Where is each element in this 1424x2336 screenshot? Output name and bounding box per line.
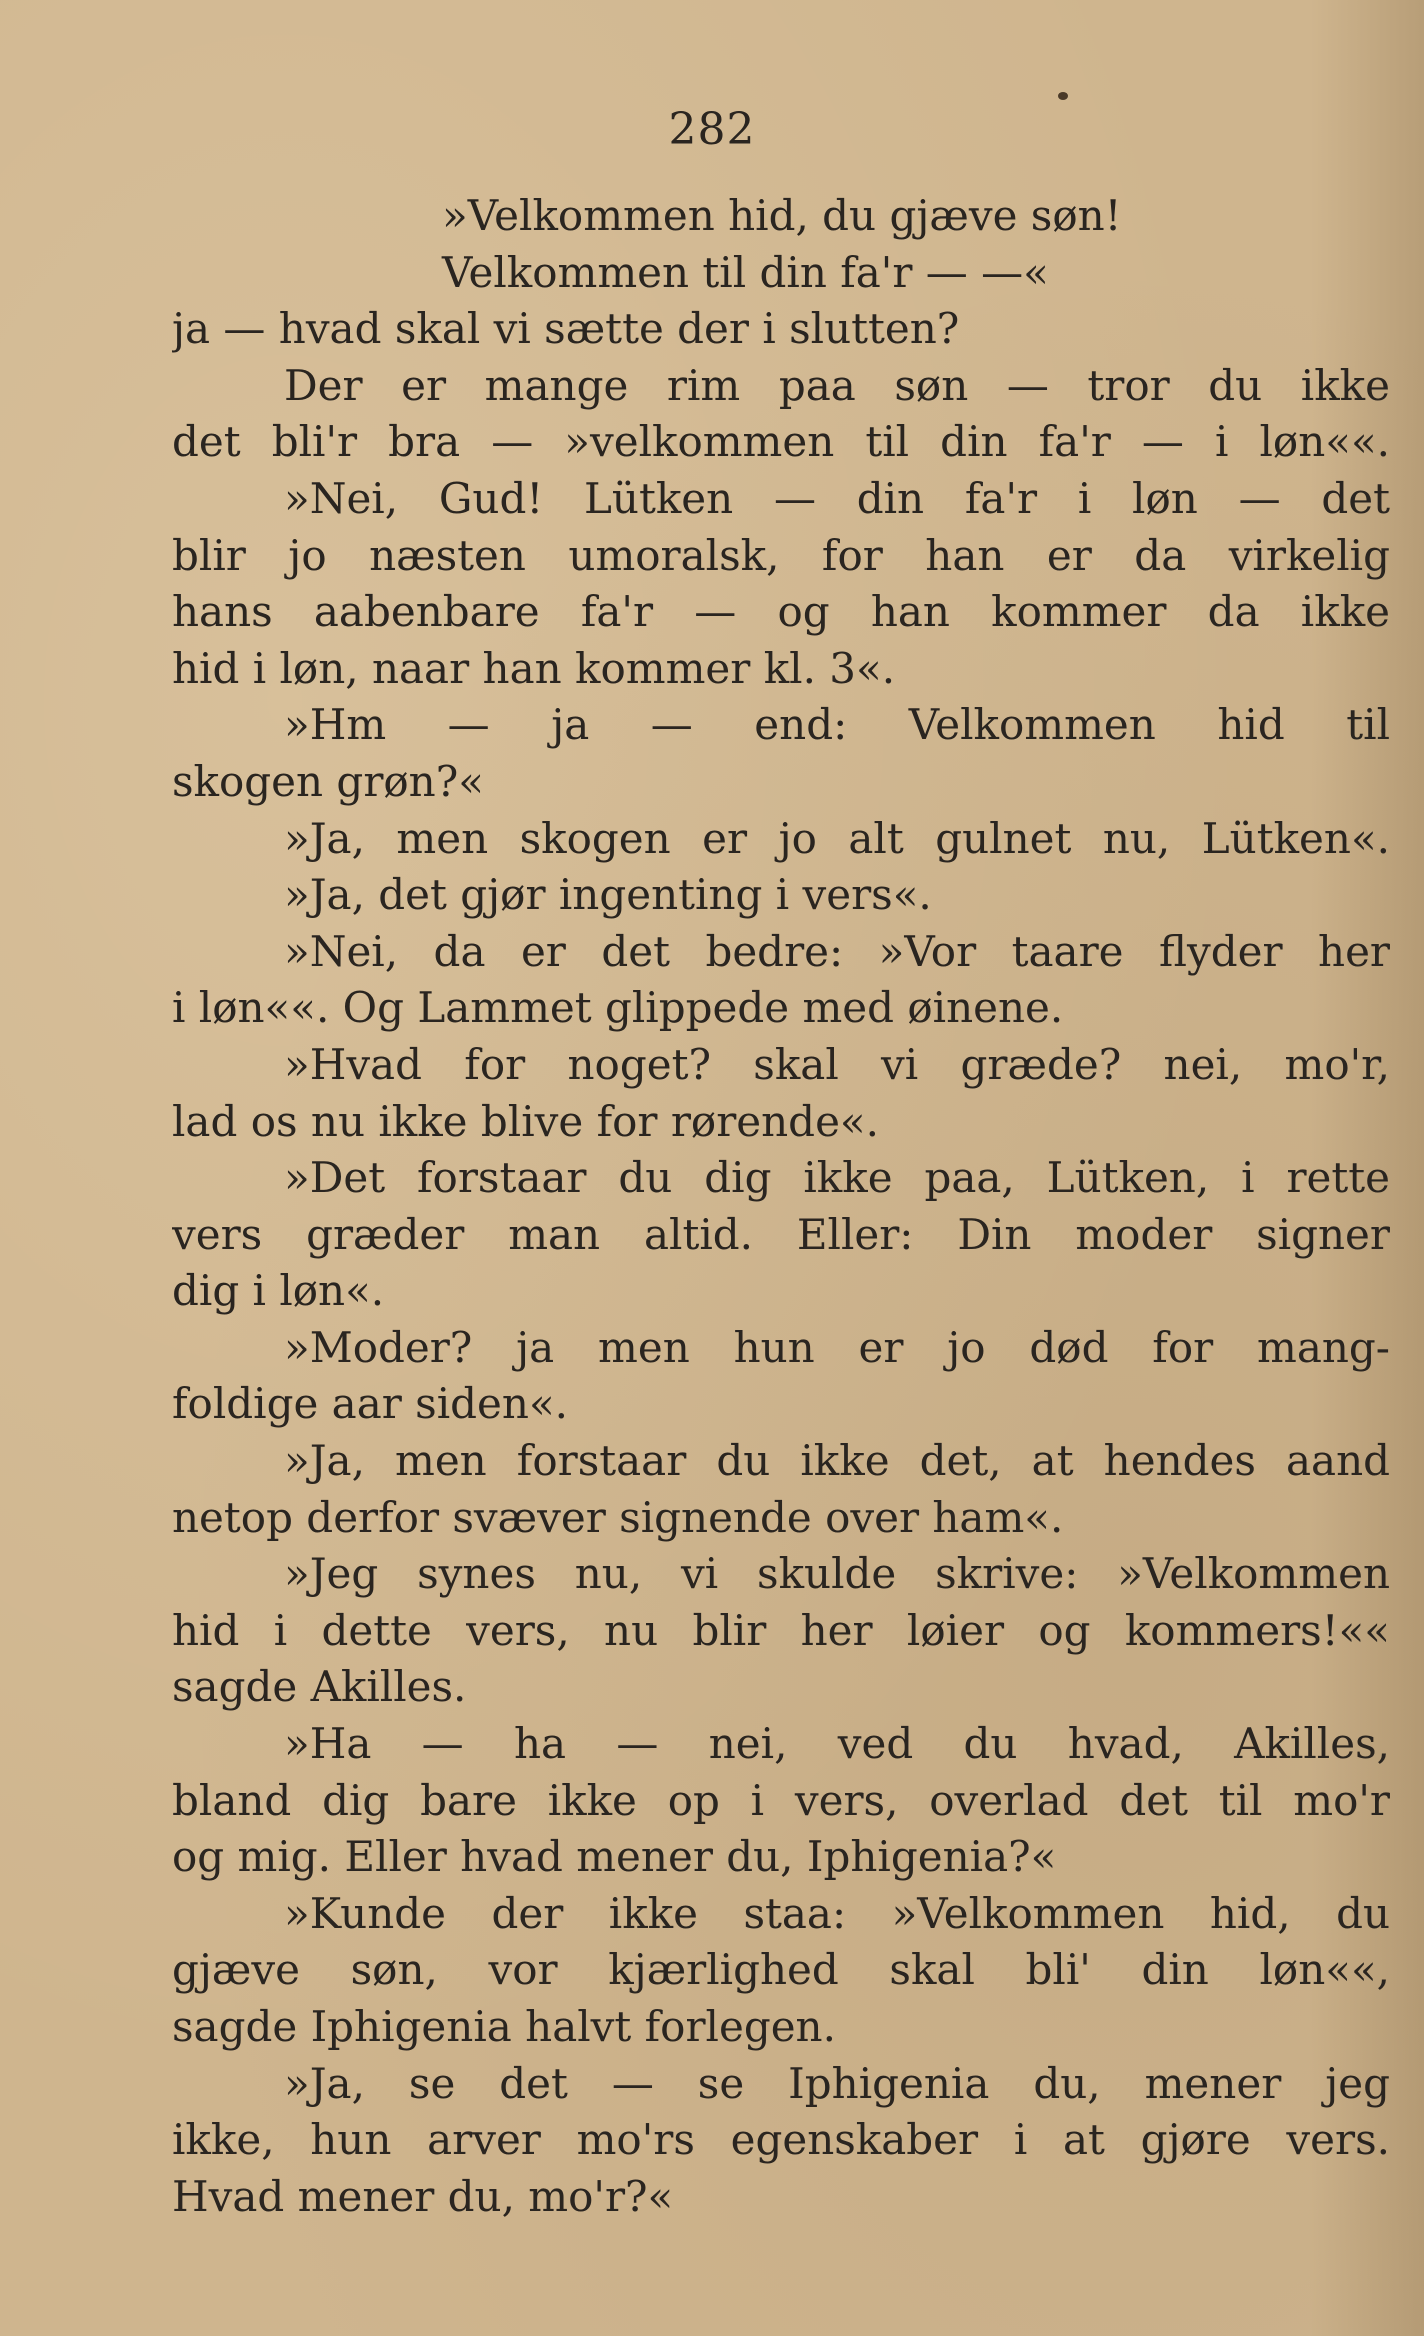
text-line: »Ha — ha — nei, ved du hvad, Akilles,: [284, 1719, 1390, 1769]
text-line: vers græder man altid. Eller: Din moder signer: [172, 1209, 1390, 1259]
text-line: ikke, hun arver mo'rs egenskaber i at gjøre vers.: [172, 2115, 1390, 2165]
text-line: Der er mange rim paa søn — tror du ikke: [284, 360, 1390, 410]
text-line: »Hm — ja — end: Velkommen hid til: [284, 700, 1390, 750]
text-line: hid i dette vers, nu blir her løier og kommers!««: [172, 1605, 1390, 1655]
text-line: ja — hvad skal vi sætte der i slutten?: [172, 304, 960, 354]
text-line: sagde Iphigenia halvt forlegen.: [172, 2002, 836, 2051]
text-line: i løn««. Og Lammet glippede med øinene.: [172, 983, 1064, 1033]
text-line: foldige aar siden«.: [172, 1379, 569, 1429]
text-line: gjæve søn, vor kjærlighed skal bli' din løn««,: [172, 1945, 1390, 1995]
body-text: [172, 188, 1390, 2225]
text-line: »Ja, men skogen er jo alt gulnet nu, Lütken«.: [284, 813, 1390, 863]
text-line: »Nei, Gud! Lütken — din fa'r i løn — det: [284, 473, 1390, 523]
text-line: Hvad mener du, mo'r?«: [172, 2171, 674, 2221]
text-line: og mig. Eller hvad mener du, Iphigenia?«: [172, 1832, 1057, 1882]
text-line: det bli'r bra — »velkommen til din fa'r — i løn««.: [172, 417, 1390, 467]
ink-speck: [1058, 92, 1068, 100]
text-line: »Det forstaar du dig ikke paa, Lütken, i rette: [284, 1153, 1390, 1203]
text-line: sagde Akilles.: [172, 1662, 467, 1712]
text-line: hans aabenbare fa'r — og han kommer da ikke: [172, 587, 1390, 637]
text-line: »Hvad for noget? skal vi græde? nei, mo'r,: [284, 1039, 1390, 1089]
text-line: »Jeg synes nu, vi skulde skrive: »Velkommen: [284, 1549, 1390, 1599]
text-line: blir jo næsten umoralsk, for han er da virkelig: [172, 530, 1390, 580]
text-line: dig i løn«.: [172, 1266, 385, 1316]
text-line: hid i løn, naar han kommer kl. 3«.: [172, 643, 896, 693]
text-line: lad os nu ikke blive for rørende«.: [172, 1096, 879, 1146]
text-line: »Velkommen hid, du gjæve søn!: [442, 191, 1122, 240]
text-line: »Ja, men forstaar du ikke det, at hendes aand: [284, 1436, 1390, 1486]
text-line: »Kunde der ikke staa: »Velkommen hid, du: [284, 1888, 1390, 1938]
text-line: Velkommen til din fa'r — —«: [442, 247, 1049, 297]
page-number: 282: [668, 104, 756, 155]
text-line: »Nei, da er det bedre: »Vor taare flyder her: [284, 926, 1390, 976]
text-line: »Ja, se det — se Iphigenia du, mener jeg: [284, 2058, 1390, 2108]
text-line: »Moder? ja men hun er jo død for mang-: [284, 1322, 1390, 1372]
text-line: »Ja, det gjør ingenting i vers«.: [284, 870, 932, 920]
text-line: bland dig bare ikke op i vers, overlad det til mo'r: [172, 1775, 1390, 1825]
text-line: skogen grøn?«: [172, 756, 484, 806]
text-line: netop derfor svæver signende over ham«.: [172, 1492, 1064, 1542]
